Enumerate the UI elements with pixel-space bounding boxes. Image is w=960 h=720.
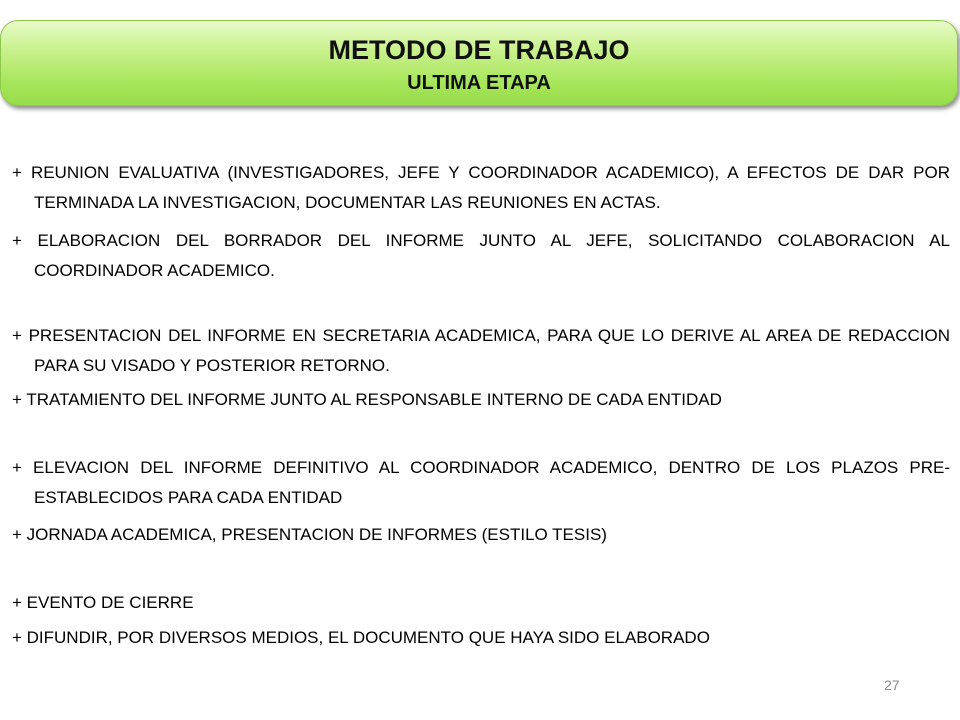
slide-title: METODO DE TRABAJO [328, 35, 630, 65]
list-item: + TRATAMIENTO DEL INFORME JUNTO AL RESPONSABLE INTERNO DE CADA ENTIDAD [12, 390, 722, 409]
title-banner [0, 20, 958, 106]
page-number: 27 [884, 677, 900, 693]
list-item: + EVENTO DE CIERRE [12, 593, 194, 612]
list-item: + ELABORACION DEL BORRADOR DEL INFORME JUNTO AL JEFE, SOLICITANDO COLABORACION AL COORDINADOR ACADEMICO. [12, 231, 950, 280]
list-item: + PRESENTACION DEL INFORME EN SECRETARIA ACADEMICA, PARA QUE LO DERIVE AL AREA DE REDACCION PARA SU VISADO Y POSTERIOR RETORNO. [12, 326, 950, 375]
list-item: + DIFUNDIR, POR DIVERSOS MEDIOS, EL DOCUMENTO QUE HAYA SIDO ELABORADO [12, 628, 710, 647]
slide-subtitle: ULTIMA ETAPA [407, 72, 551, 94]
list-item: + JORNADA ACADEMICA, PRESENTACION DE INFORMES (ESTILO TESIS) [12, 525, 607, 544]
list-item: + ELEVACION DEL INFORME DEFINITIVO AL COORDINADOR ACADEMICO, DENTRO DE LOS PLAZOS PRE-ESTABLECIDOS PARA CADA ENTIDAD [12, 458, 950, 507]
list-item: + REUNION EVALUATIVA (INVESTIGADORES, JEFE Y COORDINADOR ACADEMICO), A EFECTOS DE DAR POR TERMINADA LA INVESTIGACION, DOCUMENTAR LAS REUNIONES EN ACTAS. [12, 163, 950, 212]
